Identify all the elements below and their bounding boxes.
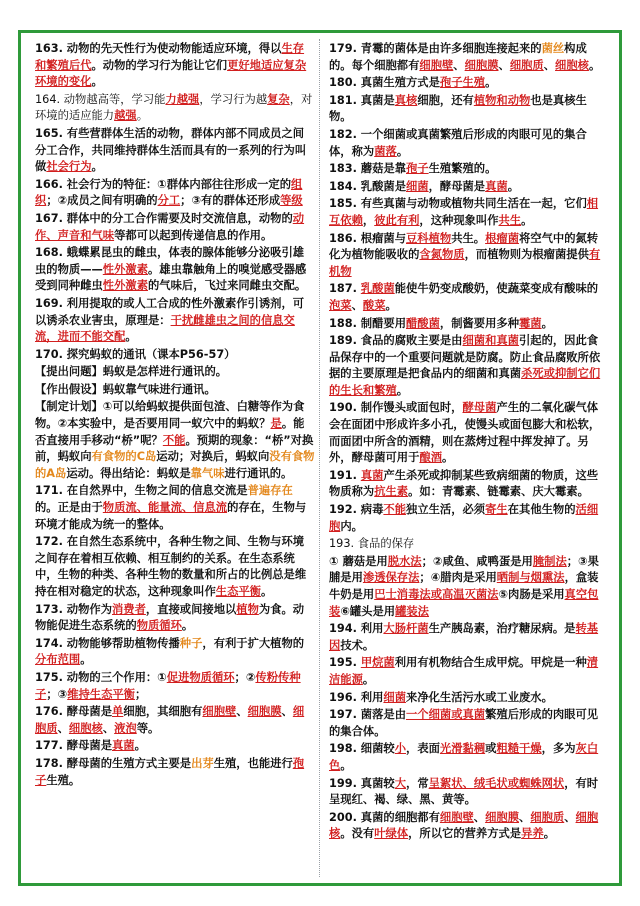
highlighted-term: 性外激素: [102, 279, 148, 293]
point-text: ；③: [46, 687, 68, 701]
point-text: 等。: [136, 721, 160, 735]
highlighted-term: 相互依赖: [329, 197, 599, 227]
knowledge-point: [329, 400, 609, 466]
point-text: ，这种现象叫作: [419, 213, 499, 227]
knowledge-point: [35, 347, 315, 364]
point-text: ，: [362, 213, 375, 227]
knowledge-point: [329, 316, 609, 333]
highlighted-term: 细胞质: [530, 810, 565, 824]
point-text: ，有利于扩大植物的: [202, 636, 305, 650]
point-text: 172. 在自然生态系统中，各种生物之间、生物与环境之间存在着相互依赖、相互制约的关系。在生态系统中，生物的种类、各种生物的数量和所占的比例总是维持在相对稳定的状态，这种现象叫作: [35, 535, 307, 598]
highlighted-term: 分布范围: [35, 653, 81, 667]
point-text: 产生的二氧化碳气体会在面团中形成许多小孔，使馒头或面包膨大和松软，而面团中所含的酒精，则在蒸烤过程中挥发掉了。另外，酵母菌可用于: [329, 401, 601, 465]
point-text: 独立生活，必须: [406, 503, 486, 517]
highlighted-term: 叶绿体: [374, 827, 409, 841]
point-text: 、: [543, 58, 556, 72]
point-text: 。: [362, 672, 375, 686]
highlighted-term: 豆科植物: [406, 231, 452, 245]
point-text: ；④腊肉是采用: [419, 571, 497, 585]
point-text: 198. 细菌较: [329, 742, 395, 756]
point-text: 195.: [329, 656, 361, 670]
point-text: 。: [396, 383, 409, 397]
knowledge-point: [329, 741, 609, 774]
point-text: 进行通讯的。: [224, 466, 293, 480]
highlighted-term: 靠气味: [190, 466, 225, 480]
highlighted-term: 种子: [179, 636, 203, 650]
point-text: 166. 社会行为的特征：①群体内部往往形成一定的: [35, 177, 292, 191]
knowledge-point: [329, 75, 609, 92]
point-text: 168. 蛾蝶累昆虫的雌虫，体表的腺体能够分泌吸引雄虫的物质——: [35, 246, 305, 276]
point-text: 。: [260, 585, 273, 598]
point-text: 167. 群体中的分工合作需要及时交流信息，动物的: [35, 211, 293, 225]
highlighted-term: 酵母菌: [462, 401, 497, 415]
point-text: ，直接或间接地以: [145, 602, 237, 616]
point-text: 生殖。: [46, 773, 81, 787]
highlighted-term: 甲烷菌: [360, 656, 395, 670]
knowledge-point: [329, 621, 609, 654]
point-text: 193. 食品的保存: [329, 537, 415, 551]
highlighted-term: 消费者: [112, 602, 146, 616]
point-text: 利用有机物结合生成甲烷。甲烷是一种: [394, 656, 587, 670]
knowledge-point: [329, 810, 609, 843]
point-text: 。: [507, 179, 520, 193]
knowledge-point: [329, 554, 609, 620]
point-text: ，表面: [406, 742, 440, 756]
highlighted-term: 真空包装: [329, 588, 599, 618]
highlighted-term: 促进物质循环: [166, 670, 235, 684]
knowledge-point: [329, 127, 609, 160]
highlighted-term: 杀死或抑制它们的生长和繁殖: [329, 367, 601, 397]
knowledge-point: [329, 536, 609, 553]
highlighted-term: 大: [394, 776, 407, 790]
highlighted-term: 越强: [114, 109, 137, 123]
point-text: 、: [564, 810, 576, 824]
point-text: ，有时呈现红、褐、绿、黑、黄等。: [329, 776, 599, 807]
highlighted-term: 动作、声音和气味: [35, 211, 305, 242]
point-text: 191.: [329, 468, 361, 482]
point-text: 。: [340, 758, 352, 772]
highlighted-term: 粗糙干燥: [496, 742, 542, 756]
point-text: 169. 利用提取的或人工合成的性外激素作引诱剂，可以诱杀农业害虫，原理是：: [35, 296, 305, 327]
point-text: 运动。得出结论：蚂蚁是: [66, 466, 191, 480]
point-text: 的存在，生物与环境才能成为统一的整体。: [35, 501, 307, 531]
point-text: 164. 动物越高等，学习能: [35, 92, 166, 106]
highlighted-term: 含氮物质: [419, 248, 465, 262]
highlighted-term: 大肠杆菌: [383, 622, 429, 636]
point-text: ，而植物则为根瘤菌提供: [464, 248, 589, 262]
knowledge-point: [35, 534, 315, 600]
highlighted-term: 醋酸菌: [406, 316, 440, 330]
point-text: 176. 酵母菌是: [35, 705, 112, 719]
knowledge-point: [329, 231, 609, 281]
knowledge-point: [35, 296, 315, 346]
point-text: 。没有: [340, 827, 375, 841]
point-text: 引起的，因此食品保存中的一个重要问题就是防腐。防止食品腐败所依据的主要原理是把食品内的细菌和真菌: [329, 334, 601, 381]
highlighted-term: 没有食物的A岛: [35, 450, 315, 480]
knowledge-point: [35, 382, 315, 399]
point-text: 200. 真菌的细胞都有: [329, 810, 440, 824]
knowledge-point: [329, 161, 609, 178]
point-text: 171. 在自然界中，生物之间的信息交流是: [35, 484, 248, 498]
knowledge-point: [35, 399, 315, 482]
point-text: ，盒装牛奶是用: [329, 571, 599, 601]
knowledge-point: [35, 211, 315, 244]
point-text: 生殖，也能进行: [213, 756, 293, 770]
knowledge-point: [329, 196, 609, 229]
knowledge-point: [35, 636, 315, 669]
highlighted-term: 复杂: [267, 92, 290, 106]
point-text: 186. 根瘤菌与: [329, 231, 406, 245]
highlighted-term: 更好地适应复杂环境的变化: [35, 58, 307, 89]
highlighted-term: 传粉传种子: [35, 670, 301, 701]
highlighted-term: 细菌: [383, 690, 407, 704]
point-text: 产生杀死或抑制某些致病细菌的物质，这些物质称为: [329, 468, 599, 499]
point-text: 。: [91, 75, 103, 89]
knowledge-point: [35, 738, 315, 755]
highlighted-term: 细胞壁: [419, 58, 454, 72]
point-text: ，制酱要用多种: [439, 316, 519, 330]
knowledge-point: [329, 776, 609, 809]
point-text: 。动物的学习行为能让它们: [91, 58, 228, 72]
highlighted-term: 真菌: [485, 179, 508, 193]
point-text: 。雄虫靠触角上的嗅觉感受器感受到同种雌虫: [35, 262, 307, 293]
highlighted-term: 酿酒: [419, 451, 442, 465]
point-text: 能使牛奶变成酸奶，使蔬菜变成有酸味的: [394, 282, 599, 296]
point-text: 也是真核生物。: [329, 93, 587, 124]
highlighted-term: 真核: [394, 93, 418, 107]
point-text: 、: [519, 810, 531, 824]
point-text: 。: [385, 298, 397, 312]
point-text: 165. 有些营群体生活的动物，群体内部不同成员之间分工合作，共同维持群体生活而具有的一系列的行为叫做: [35, 126, 307, 174]
point-text: 【作出假设】蚂蚁靠气味进行通讯。: [35, 382, 216, 396]
point-text: 199. 真菌较: [329, 776, 395, 790]
point-text: 等都可以起到传递信息的作用。: [114, 228, 273, 242]
point-text: 、: [57, 721, 69, 735]
knowledge-point: [329, 281, 609, 314]
point-text: 生殖繁殖的。: [428, 162, 497, 176]
point-text: 175. 动物的三个作用：①: [35, 670, 167, 684]
point-text: 196. 利用: [329, 690, 384, 704]
highlighted-term: 渗透保存法: [362, 571, 420, 585]
point-text: 、: [102, 721, 115, 735]
highlighted-term: 细胞核: [68, 721, 103, 735]
knowledge-point: [35, 704, 315, 737]
point-text: ；③果脯是用: [329, 554, 599, 585]
knowledge-point: [35, 245, 315, 295]
highlighted-term: 乳酸菌: [360, 282, 395, 296]
highlighted-term: 维持生态平衡: [67, 687, 135, 701]
highlighted-term: 有食物的C岛: [91, 450, 157, 464]
highlighted-term: 社会行为: [46, 160, 92, 174]
highlighted-term: 泡菜: [329, 298, 352, 312]
point-text: 内。: [340, 519, 363, 533]
point-text: 在其他生物的: [507, 503, 576, 517]
point-text: 、: [473, 810, 486, 824]
point-text: 187.: [329, 282, 361, 296]
point-text: ，学习行为越: [199, 92, 268, 106]
highlighted-term: 细胞膜: [464, 58, 499, 72]
highlighted-term: 菌丝: [541, 42, 565, 55]
highlighted-term: 是: [270, 417, 282, 431]
point-text: 。: [136, 109, 149, 123]
point-text: 。预期的现象：“桥”对换前，蚂蚁向: [35, 433, 314, 464]
point-text: ；②成员之间有明确的: [46, 194, 158, 208]
point-text: 194. 利用: [329, 622, 384, 636]
point-text: 运动；对换后，蚂蚁向: [156, 450, 270, 464]
point-text: 183. 蘑菇是靠: [329, 162, 406, 176]
knowledge-point: [329, 93, 609, 126]
knowledge-point: [329, 41, 609, 74]
highlighted-term: 脱水法: [387, 554, 422, 568]
point-text: 177. 酵母菌是: [35, 739, 112, 753]
knowledge-point: [329, 333, 609, 399]
point-text: ；②: [234, 670, 256, 684]
highlighted-term: 巴士消毒法或高温灭菌法: [374, 588, 499, 601]
highlighted-term: 分工: [157, 194, 181, 208]
highlighted-term: 植物和动物: [473, 93, 531, 107]
point-text: 。: [80, 653, 92, 667]
highlighted-term: 真菌: [112, 739, 135, 753]
point-text: 。: [543, 827, 556, 841]
point-text: 。: [541, 316, 553, 330]
knowledge-point: [35, 483, 315, 533]
point-text: 的气味后，飞过来同雌虫交配。: [148, 279, 307, 293]
point-text: 。: [134, 739, 146, 753]
highlighted-term: 普遍存在: [247, 484, 293, 498]
point-text: 共生。: [451, 231, 486, 245]
point-text: 。: [181, 619, 194, 633]
point-text: 、: [351, 298, 363, 312]
knowledge-point: [329, 468, 609, 501]
highlighted-term: 性外激素: [102, 262, 148, 276]
point-text: 173. 动物作为: [35, 602, 112, 616]
right-column: [329, 41, 609, 877]
highlighted-term: 根瘤菌: [485, 231, 520, 245]
point-text: 185. 有些真菌与动物或植物共同生活在一起，它们: [329, 197, 587, 211]
point-text: 技术。: [340, 638, 375, 652]
point-text: ，对环境的适应能力: [35, 92, 313, 123]
highlighted-term: 活细胞: [329, 503, 599, 533]
highlighted-term: 灰白色: [329, 742, 599, 772]
point-text: 生产胰岛素，治疗糖尿病。是: [428, 622, 576, 636]
point-text: 。: [521, 213, 533, 227]
highlighted-term: 力越强: [165, 92, 200, 106]
highlighted-term: 霉菌: [519, 316, 542, 330]
point-text: 。: [442, 451, 454, 465]
point-text: 180. 真菌生殖方式是: [329, 76, 440, 90]
highlighted-term: 等级: [280, 194, 303, 208]
point-text: ⑥罐头是用: [340, 604, 396, 618]
point-text: 【提出问题】蚂蚁是怎样进行通讯的。: [35, 365, 228, 379]
highlighted-term: 细胞壁: [439, 810, 474, 824]
highlighted-term: 细胞膜: [485, 810, 520, 824]
point-text: 细胞，其细胞有: [123, 705, 203, 719]
point-text: 174. 动物能够帮助植物传播: [35, 636, 180, 650]
point-text: 189. 食品的腐败主要是由: [329, 334, 463, 348]
highlighted-term: 孢子生殖: [439, 76, 486, 90]
highlighted-term: 有机物: [329, 248, 601, 278]
point-text: 。能否直接用手移动“桥”呢？: [35, 417, 305, 447]
highlighted-term: 细胞核: [555, 58, 589, 72]
highlighted-term: 细菌和真菌: [462, 334, 519, 348]
highlighted-term: 物质流、能量流、信息流: [102, 501, 228, 515]
knowledge-point: [329, 179, 609, 196]
highlighted-term: 细胞质: [35, 705, 305, 735]
point-text: ，多为: [541, 742, 576, 756]
highlighted-term: 细胞壁: [202, 705, 237, 719]
highlighted-term: 细胞膜: [247, 705, 282, 719]
highlighted-term: 转基因: [329, 622, 599, 652]
highlighted-term: 寄生: [485, 503, 508, 517]
highlighted-term: 组织: [35, 177, 303, 208]
highlighted-term: 生存和繁殖后代: [35, 42, 305, 72]
highlighted-term: 细胞核: [329, 810, 599, 841]
highlighted-term: 共生: [498, 213, 522, 227]
point-text: 184. 乳酸菌是: [329, 179, 406, 193]
point-text: 170. 探究蚂蚁的通讯（课本P56-57）: [35, 347, 236, 361]
knowledge-point: [35, 41, 315, 91]
highlighted-term: 异养: [521, 827, 544, 841]
point-text: 178. 酵母菌的生殖方式主要是: [35, 756, 192, 770]
highlighted-term: 出芽: [191, 756, 214, 770]
page-border: [18, 30, 622, 886]
highlighted-term: 不能: [162, 433, 186, 447]
highlighted-term: 孢子: [35, 756, 305, 787]
highlighted-term: 细菌: [406, 179, 429, 193]
point-text: 。: [91, 160, 103, 174]
point-text: ① 蘑菇是用: [329, 554, 388, 568]
highlighted-term: 清洁能源: [329, 656, 599, 686]
highlighted-term: 菌落: [374, 144, 397, 158]
point-text: 192. 病毒: [329, 503, 384, 517]
point-text: 、: [498, 58, 510, 72]
point-text: 、: [236, 705, 248, 719]
point-text: 。: [485, 76, 497, 90]
knowledge-point: [35, 602, 315, 635]
point-text: ，酵母菌是: [428, 179, 486, 193]
highlighted-term: 腌制法: [532, 554, 567, 568]
point-text: 。: [396, 144, 409, 158]
highlighted-term: 呈絮状、绒毛状或蜘蛛网状: [428, 776, 565, 790]
point-text: 188. 制醋要用: [329, 316, 406, 330]
knowledge-point: [35, 364, 315, 381]
point-text: 179. 青霉的菌体是由许多细胞连接起来的: [329, 42, 542, 55]
knowledge-point: [35, 126, 315, 176]
point-text: 181. 真菌是: [329, 93, 395, 107]
highlighted-term: 真菌: [360, 468, 384, 482]
point-text: 、: [281, 705, 293, 719]
point-text: 。如：青霉素、链霉素、庆大霉素。: [408, 485, 589, 499]
highlighted-term: 光滑黏稠: [439, 742, 486, 756]
knowledge-point: [329, 707, 609, 740]
knowledge-point: [35, 92, 315, 125]
knowledge-point: [35, 756, 315, 789]
highlighted-term: 液泡: [114, 721, 137, 735]
point-text: 。: [588, 58, 601, 72]
highlighted-term: 晒制与烟熏法: [496, 571, 565, 585]
point-text: 构成的。每个细胞都有: [329, 42, 587, 72]
highlighted-term: 小: [394, 742, 407, 756]
knowledge-point: [35, 670, 315, 703]
highlighted-term: 抗生素: [374, 485, 409, 499]
highlighted-term: 不能: [383, 503, 407, 517]
left-column: [35, 41, 315, 877]
point-text: 163. 动物的先天性行为使动物能适应环境，得以: [35, 42, 282, 55]
point-text: 【制定计划】①可以给蚂蚁提供面包渣、白糖等作为食物。②本实验中，是否要用同一蚁穴中的蚂蚁？: [35, 400, 305, 431]
highlighted-term: 彼此有利: [374, 213, 420, 227]
highlighted-term: 罐装法: [395, 604, 429, 618]
point-text: 或: [485, 742, 497, 756]
knowledge-point: [329, 502, 609, 535]
highlighted-term: 干扰雌雄虫之间的信息交流，进而不能交配: [35, 313, 295, 344]
knowledge-point: [329, 655, 609, 688]
highlighted-term: 一个细菌或真菌: [406, 708, 486, 722]
knowledge-point: [35, 177, 315, 210]
point-text: 将空气中的氮转化为植物能吸收的: [329, 231, 599, 262]
point-text: ；②咸鱼、咸鸭蛋是用: [421, 554, 533, 568]
point-text: 182. 一个细菌或真菌繁殖后形成的肉眼可见的集合体，称为: [329, 127, 587, 158]
highlighted-term: 孢子: [406, 162, 429, 176]
highlighted-term: 生态平衡: [215, 585, 261, 598]
highlighted-term: 酸菜: [362, 298, 386, 312]
point-text: ，所以它的营养方式是: [408, 827, 522, 841]
point-text: 。: [125, 330, 137, 344]
point-text: ⑤肉肠是采用: [498, 588, 565, 601]
knowledge-point: [329, 690, 609, 707]
point-text: 190. 制作馒头或面包时，: [329, 401, 463, 415]
highlighted-term: 物质循环: [136, 619, 182, 633]
point-text: ；: [134, 687, 147, 701]
point-text: 繁殖后形成的肉眼可见的集合体。: [329, 708, 599, 738]
point-text: 为食。动物能促进生态系统的: [35, 602, 305, 633]
highlighted-term: 植物: [236, 602, 259, 616]
highlighted-term: 单: [112, 705, 124, 719]
point-text: ，常: [406, 776, 429, 790]
column-divider: [319, 39, 320, 877]
highlighted-term: 细胞质: [509, 58, 544, 72]
point-text: 细胞，还有: [417, 93, 474, 107]
point-text: 来净化生活污水或工业废水。: [406, 690, 553, 704]
point-text: 的。正是由于: [35, 501, 103, 515]
point-text: 197. 菌落是由: [329, 708, 406, 722]
point-text: 、: [453, 58, 465, 72]
point-text: ；③有的群体还形成: [180, 194, 281, 208]
